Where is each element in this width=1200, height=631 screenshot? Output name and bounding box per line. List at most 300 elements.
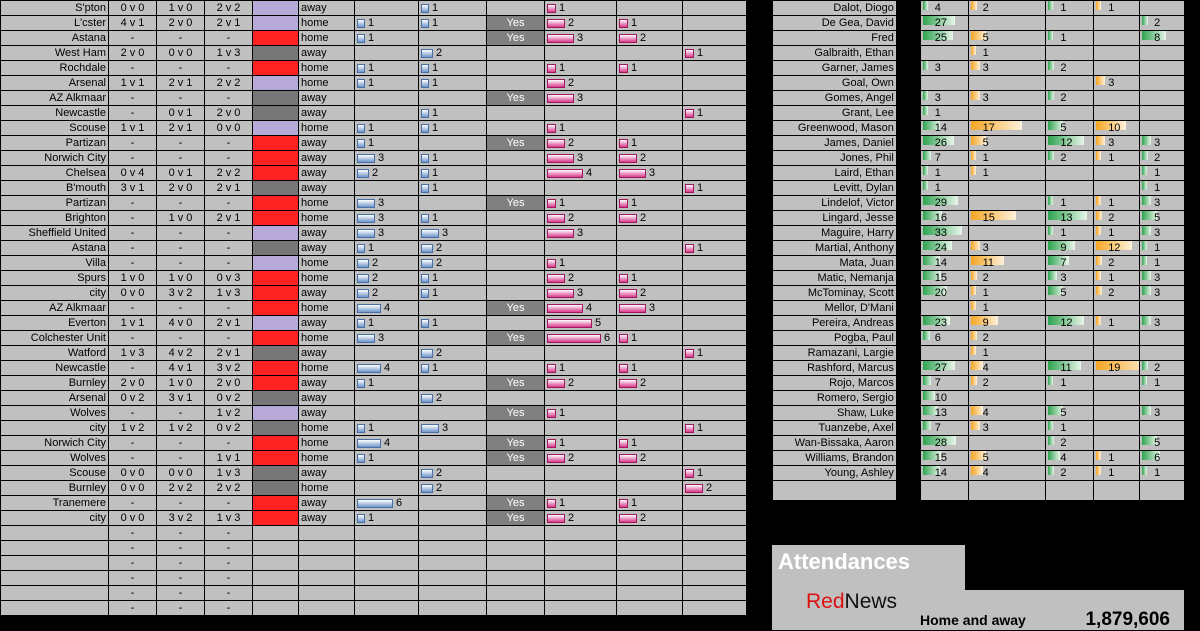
opponent-cell: Everton <box>1 316 109 331</box>
venue-cell: away <box>299 241 355 256</box>
points-bar-cell <box>545 376 617 391</box>
h2h-score-cell: 2 v 1 <box>205 181 253 196</box>
points-bar-cell <box>545 226 617 241</box>
points-bar-cell <box>683 526 747 541</box>
value-bar <box>421 364 429 373</box>
points-bar-cell <box>617 1 683 16</box>
stat-bar <box>971 241 980 250</box>
stat-value: 19 <box>1108 362 1121 374</box>
stat-value: 1 <box>934 107 941 119</box>
stat-cell <box>1140 76 1185 91</box>
player-name: Fred <box>773 31 897 46</box>
table-row <box>1 346 747 361</box>
player-name: Lindelof, Victor <box>773 196 897 211</box>
points-bar-cell <box>683 16 747 31</box>
h2h-score-cell: - <box>109 496 157 511</box>
player-name: Greenwood, Mason <box>773 121 897 136</box>
stat-bar <box>1142 406 1151 415</box>
value-label: 1 <box>697 347 704 359</box>
table-row <box>1 511 747 526</box>
player-name: Pereira, Andreas <box>773 316 897 331</box>
goals-bar-cell <box>419 556 487 571</box>
table-row <box>773 421 1185 436</box>
stat-value: 2 <box>1154 17 1161 29</box>
player-name: Martial, Anthony <box>773 241 897 256</box>
h2h-score-cell: - <box>205 556 253 571</box>
table-row <box>1 286 747 301</box>
stat-cell <box>1094 331 1140 346</box>
table-row <box>773 106 1185 121</box>
stat-cell <box>920 361 968 376</box>
stat-bar <box>1096 226 1101 235</box>
stat-bar <box>923 331 930 340</box>
stat-cell <box>920 286 968 301</box>
stat-bar <box>1142 376 1147 385</box>
points-bar-cell <box>683 361 747 376</box>
table-row <box>773 241 1185 256</box>
h2h-score-cell: - <box>109 406 157 421</box>
stat-value: 7 <box>934 152 941 164</box>
value-bar <box>547 439 556 448</box>
stat-cell <box>1046 61 1094 76</box>
venue-cell <box>299 541 355 556</box>
points-bar-cell <box>617 331 683 346</box>
stat-value: 1 <box>1154 182 1161 194</box>
yes-cell <box>487 46 545 61</box>
color-swatch <box>253 121 299 136</box>
color-swatch <box>253 46 299 61</box>
goals-bar-cell <box>419 226 487 241</box>
h2h-score-cell: - <box>157 601 205 616</box>
stat-value: 2 <box>1108 257 1115 269</box>
h2h-score-cell: - <box>205 91 253 106</box>
stat-cell <box>1140 46 1185 61</box>
stat-value: 2 <box>982 2 989 14</box>
color-swatch <box>253 406 299 421</box>
stat-value: 11 <box>1060 362 1072 374</box>
value-bar <box>357 229 375 238</box>
stat-value: 1 <box>982 302 989 314</box>
goals-bar-cell <box>355 136 419 151</box>
points-bar-cell <box>617 241 683 256</box>
points-bar-cell <box>617 16 683 31</box>
stat-value: 3 <box>982 422 989 434</box>
yes-cell <box>487 466 545 481</box>
goals-bar-cell <box>355 91 419 106</box>
goals-bar-cell <box>355 391 419 406</box>
stat-cell <box>1046 331 1094 346</box>
goals-bar-cell <box>355 316 419 331</box>
venue-cell: away <box>299 151 355 166</box>
h2h-score-cell: 2 v 0 <box>109 46 157 61</box>
color-swatch <box>253 496 299 511</box>
stat-value: 3 <box>1154 227 1161 239</box>
stat-cell <box>1140 61 1185 76</box>
points-bar-cell <box>545 136 617 151</box>
value-label: 3 <box>577 152 584 164</box>
value-label: 2 <box>372 272 379 284</box>
opponent-cell: Colchester Unit <box>1 331 109 346</box>
points-bar-cell <box>545 76 617 91</box>
opponent-cell: Burnley <box>1 481 109 496</box>
value-label: 1 <box>631 17 638 29</box>
goals-bar-cell <box>355 211 419 226</box>
value-label: 2 <box>436 242 443 254</box>
stat-cell <box>920 421 968 436</box>
yes-cell: Yes <box>487 301 545 316</box>
value-label: 2 <box>568 77 575 89</box>
h2h-score-cell: - <box>109 541 157 556</box>
value-bar <box>547 64 556 73</box>
stat-value: 14 <box>934 257 947 269</box>
yes-cell: Yes <box>487 376 545 391</box>
table-row <box>1 601 747 616</box>
goals-bar-cell <box>355 361 419 376</box>
h2h-score-cell: 2 v 2 <box>205 1 253 16</box>
stat-cell <box>1046 436 1094 451</box>
value-bar <box>685 424 694 433</box>
stat-cell <box>1140 316 1185 331</box>
h2h-score-cell: 1 v 0 <box>157 211 205 226</box>
value-label: 1 <box>697 467 704 479</box>
stat-cell <box>1046 346 1094 361</box>
points-bar-cell <box>683 211 747 226</box>
stat-value: 5 <box>982 137 989 149</box>
value-bar <box>421 289 429 298</box>
points-bar-cell <box>683 61 747 76</box>
h2h-score-cell: - <box>205 31 253 46</box>
stat-cell <box>1140 451 1185 466</box>
stat-bar <box>1142 256 1147 265</box>
stat-cell <box>1140 421 1185 436</box>
opponent-cell: Scouse <box>1 121 109 136</box>
stat-cell <box>968 166 1046 181</box>
stat-cell <box>920 91 968 106</box>
stat-value: 5 <box>1154 212 1161 224</box>
value-bar <box>685 349 694 358</box>
venue-cell: away <box>299 106 355 121</box>
points-bar-cell <box>683 31 747 46</box>
color-swatch <box>253 241 299 256</box>
value-label: 3 <box>378 197 385 209</box>
value-label: 3 <box>378 212 385 224</box>
venue-cell: home <box>299 31 355 46</box>
table-row <box>1 451 747 466</box>
value-bar <box>421 424 439 433</box>
points-bar-cell <box>683 1 747 16</box>
stat-cell <box>968 436 1046 451</box>
stat-cell <box>920 256 968 271</box>
yes-cell <box>487 61 545 76</box>
h2h-score-cell: 2 v 1 <box>205 316 253 331</box>
h2h-score-cell: - <box>109 526 157 541</box>
player-table-panel <box>772 0 1185 502</box>
points-bar-cell <box>545 406 617 421</box>
yes-cell: Yes <box>487 451 545 466</box>
value-bar <box>619 379 637 388</box>
stat-value: 2 <box>1154 152 1161 164</box>
color-swatch <box>253 1 299 16</box>
separator <box>896 346 920 361</box>
value-label: 2 <box>640 512 647 524</box>
stat-value: 11 <box>982 257 995 269</box>
opponent-cell <box>1 541 109 556</box>
goals-bar-cell <box>419 211 487 226</box>
stat-cell <box>1046 1 1094 16</box>
opponent-cell <box>1 556 109 571</box>
stat-cell <box>1140 166 1185 181</box>
venue-cell: away <box>299 376 355 391</box>
value-bar <box>421 229 439 238</box>
points-bar-cell <box>683 271 747 286</box>
goals-bar-cell <box>419 346 487 361</box>
stat-cell <box>968 181 1046 196</box>
stat-bar <box>1048 151 1054 160</box>
points-bar-cell <box>545 511 617 526</box>
value-label: 2 <box>568 377 575 389</box>
value-label: 4 <box>384 302 391 314</box>
stat-cell <box>1046 286 1094 301</box>
value-bar <box>547 4 556 13</box>
value-bar <box>421 19 429 28</box>
yes-cell <box>487 556 545 571</box>
opponent-cell: Watford <box>1 346 109 361</box>
stat-cell <box>920 346 968 361</box>
value-label: 1 <box>697 182 704 194</box>
stat-value: 1 <box>1108 452 1115 464</box>
stat-cell <box>1046 376 1094 391</box>
value-label: 1 <box>432 212 439 224</box>
stat-value: 3 <box>1154 137 1161 149</box>
stat-bar <box>1096 271 1101 280</box>
stat-bar <box>971 466 983 475</box>
value-label: 3 <box>577 287 584 299</box>
stat-value: 16 <box>934 212 947 224</box>
table-row <box>1 376 747 391</box>
points-bar-cell <box>617 286 683 301</box>
venue-cell: away <box>299 181 355 196</box>
h2h-score-cell: - <box>157 586 205 601</box>
stat-value: 14 <box>934 122 947 134</box>
yes-cell <box>487 391 545 406</box>
stat-cell <box>1140 331 1185 346</box>
color-swatch <box>253 361 299 376</box>
stat-cell <box>1140 121 1185 136</box>
points-bar-cell <box>683 451 747 466</box>
table-row <box>1 166 747 181</box>
stat-value: 5 <box>982 452 989 464</box>
table-row <box>1 361 747 376</box>
h2h-score-cell: - <box>109 556 157 571</box>
goals-bar-cell <box>355 16 419 31</box>
table-row <box>1 541 747 556</box>
value-bar <box>547 139 565 148</box>
stat-cell <box>1094 226 1140 241</box>
stat-cell <box>1094 436 1140 451</box>
goals-bar-cell <box>419 136 487 151</box>
stat-bar <box>1096 211 1102 220</box>
table-row <box>1 136 747 151</box>
points-bar-cell <box>617 466 683 481</box>
value-bar <box>619 169 646 178</box>
stat-value: 4 <box>982 362 989 374</box>
stat-cell <box>1046 151 1094 166</box>
goals-bar-cell <box>355 196 419 211</box>
h2h-score-cell: - <box>157 571 205 586</box>
goals-bar-cell <box>419 391 487 406</box>
venue-cell: home <box>299 451 355 466</box>
value-bar <box>357 289 369 298</box>
h2h-score-cell: 0 v 2 <box>205 421 253 436</box>
stat-value: 10 <box>1108 122 1121 134</box>
h2h-score-cell: 1 v 2 <box>109 421 157 436</box>
value-bar <box>357 139 365 148</box>
table-row <box>773 31 1185 46</box>
stat-bar <box>1048 451 1060 460</box>
stat-cell <box>968 316 1046 331</box>
points-bar-cell <box>545 46 617 61</box>
h2h-score-cell: 1 v 1 <box>109 76 157 91</box>
table-row <box>1 571 747 586</box>
h2h-score-cell: - <box>109 106 157 121</box>
goals-bar-cell <box>419 571 487 586</box>
goals-bar-cell <box>355 436 419 451</box>
venue-cell: home <box>299 481 355 496</box>
h2h-score-cell: - <box>205 61 253 76</box>
stat-cell <box>1140 286 1185 301</box>
stat-value: 1 <box>1108 272 1115 284</box>
attendance-total-panel <box>908 590 1184 630</box>
stat-value: 2 <box>1060 92 1067 104</box>
table-row <box>773 406 1185 421</box>
goals-bar-cell <box>419 316 487 331</box>
player-name: Rashford, Marcus <box>773 361 897 376</box>
table-row <box>773 181 1185 196</box>
stat-cell <box>968 346 1046 361</box>
stat-bar <box>971 376 977 385</box>
h2h-score-cell: - <box>205 301 253 316</box>
points-bar-cell <box>683 106 747 121</box>
stat-cell <box>968 376 1046 391</box>
stat-cell <box>968 1 1046 16</box>
points-bar-cell <box>545 256 617 271</box>
stat-cell <box>920 241 968 256</box>
table-row <box>1 301 747 316</box>
stat-cell <box>1094 376 1140 391</box>
venue-cell: away <box>299 511 355 526</box>
separator <box>896 421 920 436</box>
goals-bar-cell <box>355 301 419 316</box>
venue-cell: home <box>299 301 355 316</box>
stat-bar <box>971 151 976 160</box>
opponent-cell: Partizan <box>1 136 109 151</box>
value-label: 1 <box>368 17 375 29</box>
stat-bar <box>1048 376 1053 385</box>
stat-cell <box>1094 151 1140 166</box>
value-label: 3 <box>442 227 449 239</box>
separator <box>896 106 920 121</box>
venue-cell: away <box>299 226 355 241</box>
value-bar <box>421 4 429 13</box>
stat-cell <box>1094 136 1140 151</box>
stat-cell <box>1046 91 1094 106</box>
goals-bar-cell <box>419 1 487 16</box>
points-bar-cell <box>683 556 747 571</box>
goals-bar-cell <box>355 421 419 436</box>
stat-cell <box>920 46 968 61</box>
table-row <box>1 106 747 121</box>
table-row <box>773 61 1185 76</box>
color-swatch <box>253 601 299 616</box>
value-label: 1 <box>631 272 638 284</box>
stat-bar <box>1142 196 1151 205</box>
player-name: Grant, Lee <box>773 106 897 121</box>
venue-cell: away <box>299 286 355 301</box>
stat-value: 5 <box>1154 437 1161 449</box>
goals-bar-cell <box>355 31 419 46</box>
value-bar <box>421 214 429 223</box>
separator <box>896 331 920 346</box>
points-bar-cell <box>683 391 747 406</box>
separator <box>896 226 920 241</box>
stat-value: 2 <box>1060 62 1067 74</box>
stat-bar <box>1096 196 1101 205</box>
h2h-score-cell: - <box>109 196 157 211</box>
opponent-cell: Newcastle <box>1 361 109 376</box>
value-bar <box>357 514 365 523</box>
stat-cell <box>1094 241 1140 256</box>
stat-value: 5 <box>1060 122 1067 134</box>
stat-value: 1 <box>1060 197 1067 209</box>
value-label: 1 <box>368 77 375 89</box>
stat-value: 1 <box>1060 377 1067 389</box>
h2h-score-cell: 1 v 1 <box>205 451 253 466</box>
separator <box>896 256 920 271</box>
stat-value: 6 <box>934 332 941 344</box>
stat-cell <box>968 331 1046 346</box>
h2h-score-cell: 1 v 3 <box>205 466 253 481</box>
value-bar <box>547 79 565 88</box>
value-label: 3 <box>378 152 385 164</box>
h2h-score-cell: 2 v 1 <box>157 121 205 136</box>
table-row <box>1 391 747 406</box>
h2h-score-cell: - <box>109 571 157 586</box>
table-row <box>1 256 747 271</box>
stat-value: 1 <box>1108 467 1115 479</box>
stat-value: 1 <box>1060 2 1067 14</box>
points-bar-cell <box>683 256 747 271</box>
value-bar <box>421 169 429 178</box>
value-label: 1 <box>368 512 375 524</box>
separator <box>896 31 920 46</box>
opponent-cell: Villa <box>1 256 109 271</box>
stat-bar <box>1142 16 1148 25</box>
value-bar <box>619 304 646 313</box>
stat-bar <box>1048 196 1053 205</box>
color-swatch <box>253 226 299 241</box>
opponent-cell <box>1 586 109 601</box>
stat-cell <box>968 241 1046 256</box>
h2h-score-cell: - <box>205 541 253 556</box>
color-swatch <box>253 541 299 556</box>
stat-cell <box>1046 211 1094 226</box>
h2h-score-cell: - <box>157 541 205 556</box>
value-bar <box>357 274 369 283</box>
value-label: 1 <box>432 182 439 194</box>
stat-cell <box>1094 301 1140 316</box>
value-bar <box>357 334 375 343</box>
venue-cell: home <box>299 61 355 76</box>
